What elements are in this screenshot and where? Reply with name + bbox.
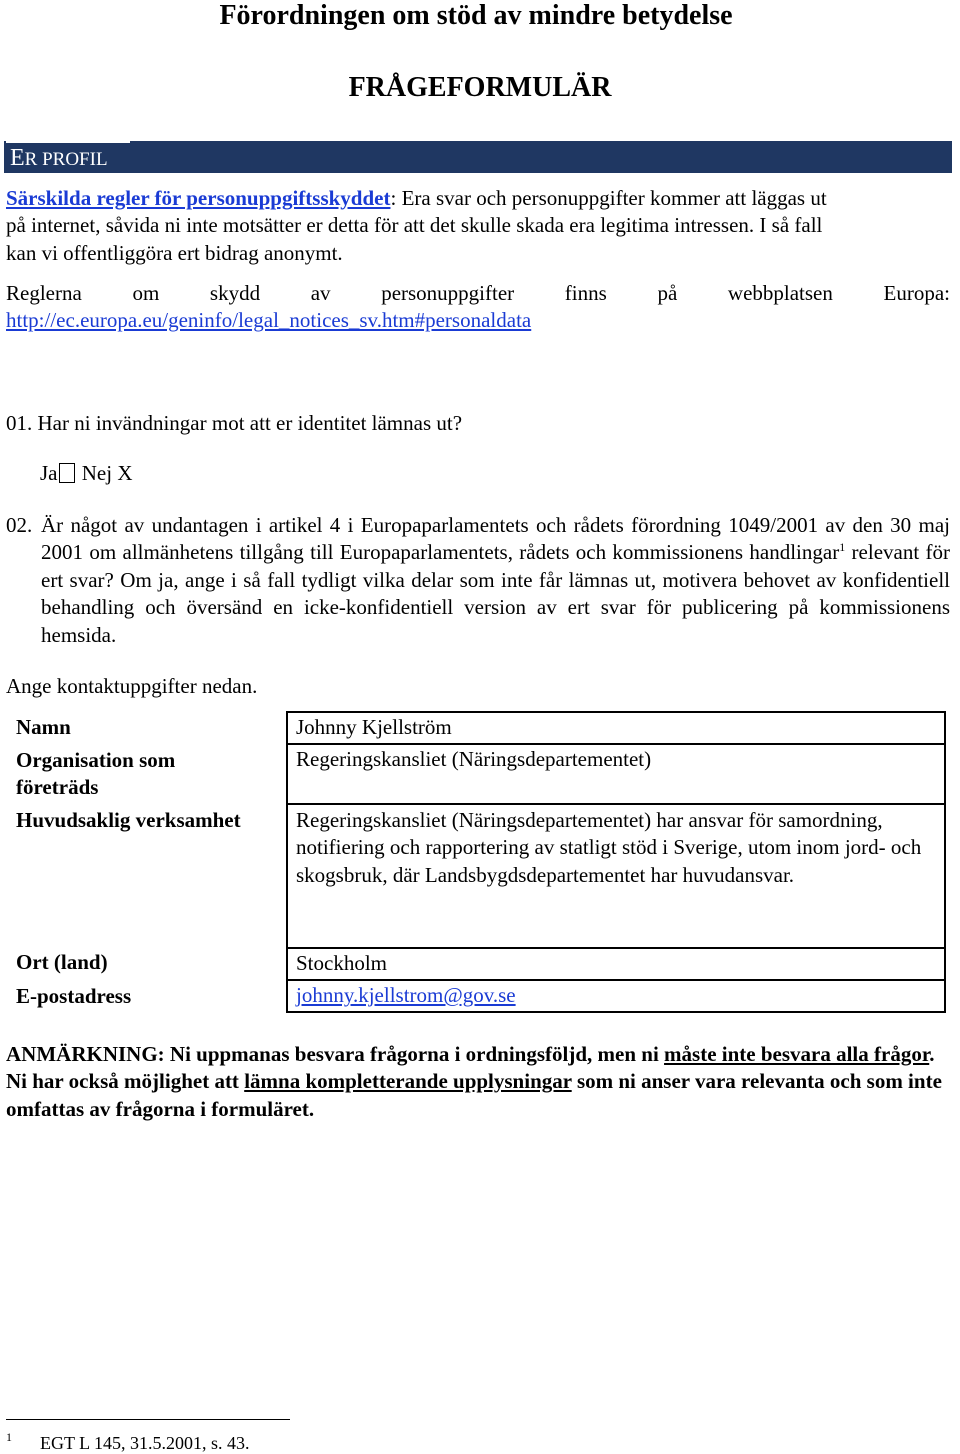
name-label: Namn <box>16 715 71 739</box>
remark-text-1: ANMÄRKNING: Ni uppmanas besvara frågorna i ordningsföljd, men ni <box>6 1042 665 1066</box>
privacy-line-3: kan vi offentliggöra ert bidrag anonymt. <box>6 240 343 265</box>
remark-text-3: som ni anser vara relevanta och som inte omfattas av frågorna i formuläret. <box>6 1069 942 1121</box>
remark-emphasis-1: måste inte besvara alla frågor <box>664 1042 930 1066</box>
remark-note <box>6 1041 950 1123</box>
rules-text: Reglerna om skydd av personuppgifter finns på webbplatsen Europa: <box>6 281 950 305</box>
section-heading <box>6 145 112 169</box>
footnote-separator <box>6 1419 290 1420</box>
name-value: Johnny Kjellström <box>296 715 452 739</box>
organisation-value: Regeringskansliet (Näringsdepartementet) <box>296 747 652 771</box>
footnote-text: EGT L 145, 31.5.2001, s. 43. <box>40 1433 250 1453</box>
city-value: Stockholm <box>296 951 388 975</box>
document-title: Förordningen om stöd av mindre betydelse <box>219 0 733 31</box>
section-heading-initial: E <box>10 145 25 171</box>
section-band <box>4 141 952 173</box>
rules-notice <box>6 280 950 335</box>
section-tab-edge <box>6 139 130 143</box>
privacy-line-1 <box>6 185 950 212</box>
footnote-reference: 1 <box>839 540 846 555</box>
privacy-notice <box>6 185 950 267</box>
question-1: 01. Har ni invändningar mot att er identitet lämnas ut? <box>6 411 463 435</box>
privacy-line-2: på internet, såvida ni inte motsätter er detta för att det skulle skada era legitima intressen. I så fall <box>6 213 823 238</box>
organisation-label-line-1: Organisation som <box>16 748 176 772</box>
contact-intro: Ange kontaktuppgifter nedan. <box>6 674 258 698</box>
city-label: Ort (land) <box>16 950 108 974</box>
question-2-text-end: relevant för ert svar? Om ja, ange i så fall tydligt vilka delar som inte får lämnas ut, motivera behovet av konfidentiell behandling och översänd en icke-konfidentiell version av ert svar för publicering på kommissionens hemsida. <box>41 540 950 647</box>
yes-checkbox[interactable] <box>59 463 75 483</box>
footnote-marker: 1 <box>6 1430 12 1444</box>
remark-text-2: . Ni har också möjlighet att <box>6 1042 935 1094</box>
question-2-text <box>41 512 950 649</box>
form-heading: FRÅGEFORMULÄR <box>348 72 612 103</box>
email-label: E-postadress <box>16 984 132 1008</box>
question-2 <box>6 512 950 649</box>
activity-value: Regeringskansliet (Näringsdepartementet) har ansvar för samordning, notifiering och rapportering av statligt stöd i Sverige, utom inom jord- och skogsbruk, där Landsbygdsdepartementet har huvudansvar. <box>296 808 922 887</box>
question-2-text-start: Är något av undantagen i artikel 4 i Europaparlamentets och rådets förordning 1049/2001 av den 30 maj 2001 om allmänhetens tillgång till Europaparlamentets, rådets och kommissionens handlingar <box>41 513 950 565</box>
remark-emphasis-2: lämna kompletterande upplysningar <box>244 1069 572 1094</box>
question-2-number: 02. <box>6 513 33 537</box>
section-heading-rest: R PROFIL <box>24 149 108 170</box>
no-label: Nej X <box>81 461 133 485</box>
activity-label: Huvudsaklig verksamhet <box>16 808 241 832</box>
organisation-label-line-2: företräds <box>16 775 99 799</box>
yes-label: Ja <box>40 461 58 485</box>
privacy-line-1-text: : Era svar och personuppgifter kommer att läggas ut <box>390 186 827 210</box>
question-1-answer <box>40 460 133 487</box>
email-link[interactable]: johnny.kjellstrom@gov.se <box>296 983 516 1007</box>
privacy-rules-link[interactable]: Särskilda regler för personuppgiftsskyddet <box>6 186 391 210</box>
organisation-label <box>16 747 175 801</box>
personal-data-url[interactable]: http://ec.europa.eu/geninfo/legal_notices_sv.htm#personaldata <box>6 308 532 333</box>
